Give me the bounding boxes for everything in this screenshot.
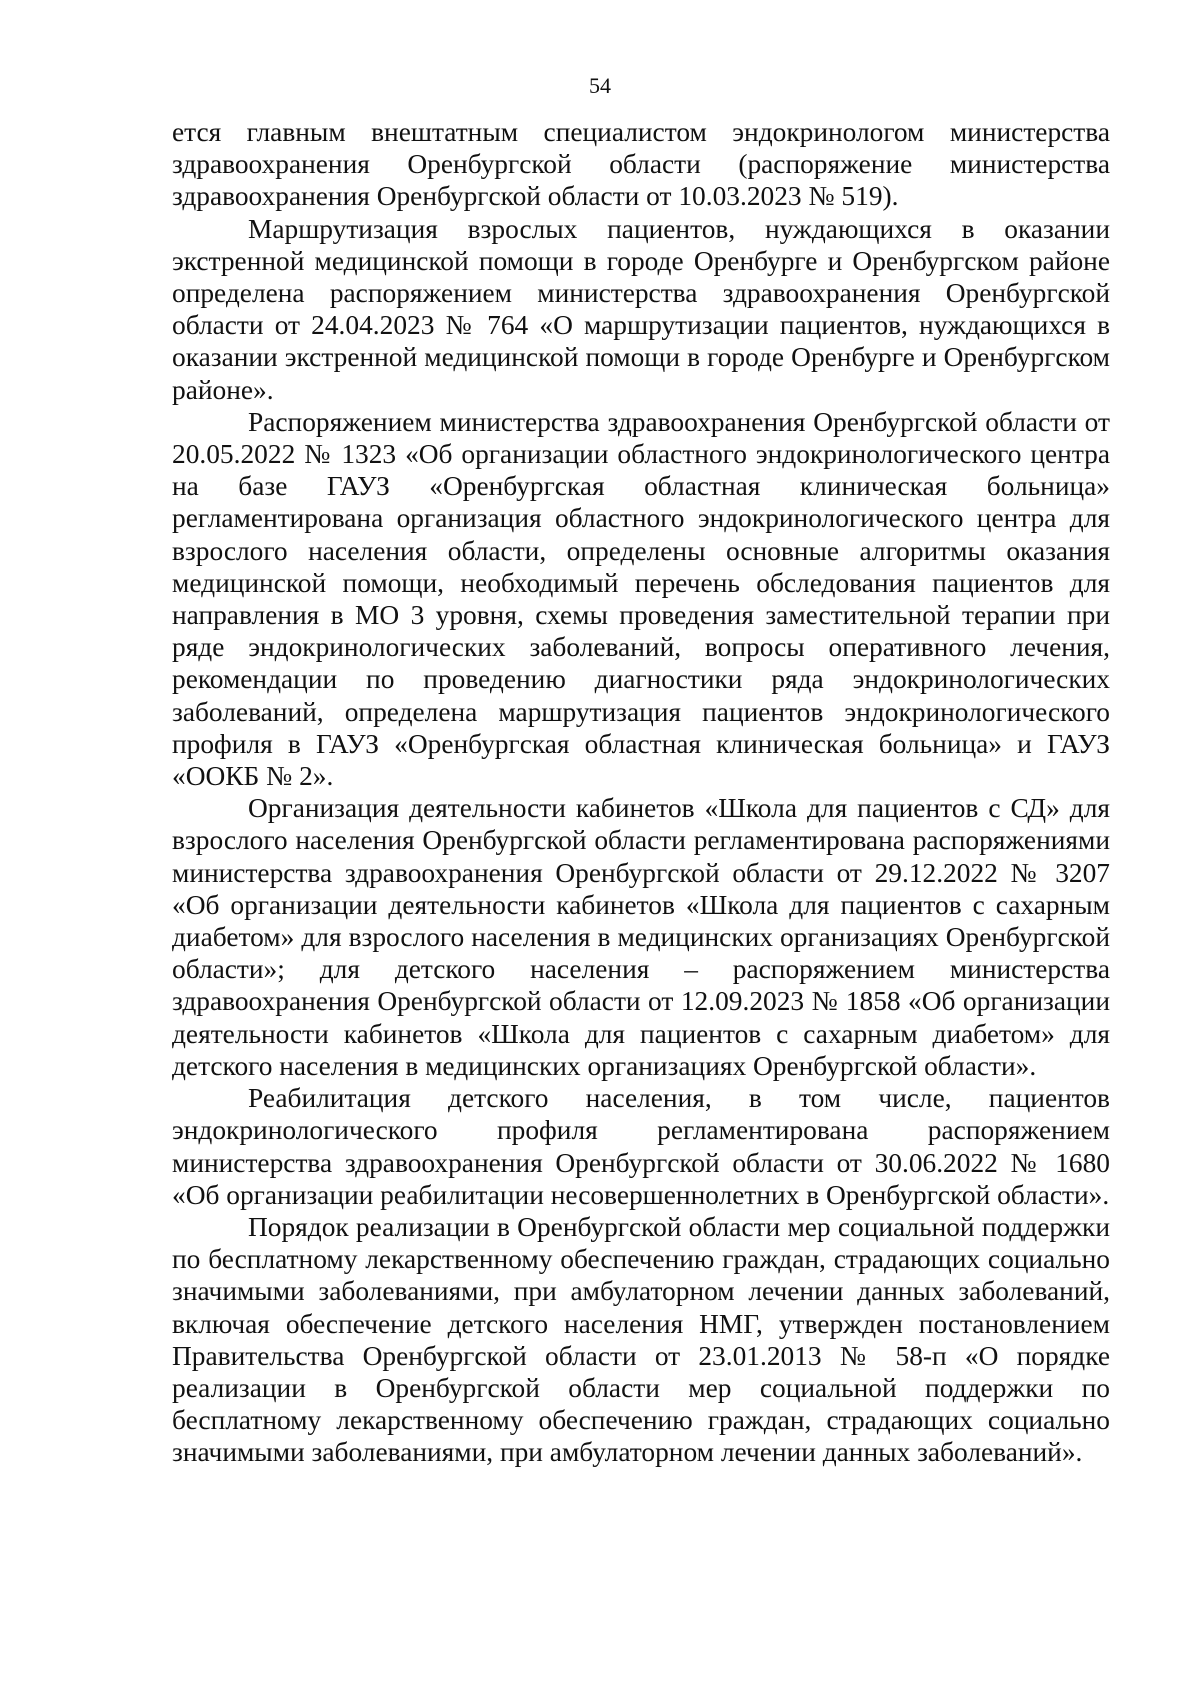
paragraph-routing-emergency: Маршрутизация взрослых пациентов, нуждающихся в оказании экстренной медицинской помощи в городе Оренбурге и Оренбургском районе определена распоряжением министерства здравоохранения Оренбургской области от 24.04.2023 № 764 «О маршрутизации пациентов, нуждающихся в оказании экстренной медицинской помощи в городе Оренбурге и Оренбургском районе». (172, 213, 1110, 405)
page-number: 54 (589, 73, 611, 98)
document-body (172, 116, 1110, 1469)
paragraph-endocrine-center: Распоряжением министерства здравоохранения Оренбургской области от 20.05.2022 № 1323 «Об организации областного эндокринологического центра на базе ГАУЗ «Оренбургская областная клиническая больница» регламентирована организация областного эндокринологического центра для взрослого населения области, определены основные алгоритмы оказания медицинской помощи, необходимый перечень обследования пациентов для направления в МО 3 уровня, схемы проведения заместительной терапии при ряде эндокринологических заболеваний, вопросы оперативного лечения, рекомендации по проведению диагностики ряда эндокринологических заболеваний, определена маршрутизация пациентов эндокринологического профиля в ГАУЗ «Оренбургская областная клиническая больница» и ГАУЗ «ООКБ № 2». (172, 406, 1110, 792)
paragraph-drug-provision: Порядок реализации в Оренбургской области мер социальной поддержки по бесплатному лекарственному обеспечению граждан, страдающих социально значимыми заболеваниями, при амбулаторном лечении данных заболеваний, включая обеспечение детского населения НМГ, утвержден постановлением Правительства Оренбургской области от 23.01.2013 № 58-п «О порядке реализации в Оренбургской области мер социальной поддержки по бесплатному лекарственному обеспечению граждан, страдающих социально значимыми заболеваниями, при амбулаторном лечении данных заболеваний». (172, 1211, 1110, 1468)
paragraph-rehabilitation: Реабилитация детского населения, в том числе, пациентов эндокринологического профиля регламентирована распоряжением министерства здравоохранения Оренбургской области от 30.06.2022 № 1680 «Об организации реабилитации несовершеннолетних в Оренбургской области». (172, 1083, 1110, 1210)
paragraph-continuation: ется главным внештатным специалистом эндокринологом министерства здравоохранения Оренбургской области (распоряжение министерства здравоохранения Оренбургской области от 10.03.2023 № 519). (172, 117, 1110, 212)
paragraph-diabetes-school: Организация деятельности кабинетов «Школа для пациентов с СД» для взрослого населения Оренбургской области регламентирована распоряжениями министерства здравоохранения Оренбургской области от 29.12.2022 № 3207 «Об организации деятельности кабинетов «Школа для пациентов с сахарным диабетом» для взрослого населения в медицинских организациях Оренбургской области»; для детского населения – распоряжением министерства здравоохранения Оренбургской области от 12.09.2023 № 1858 «Об организации деятельности кабинетов «Школа для пациентов с сахарным диабетом» для детского населения в медицинских организациях Оренбургской области». (172, 793, 1110, 1081)
